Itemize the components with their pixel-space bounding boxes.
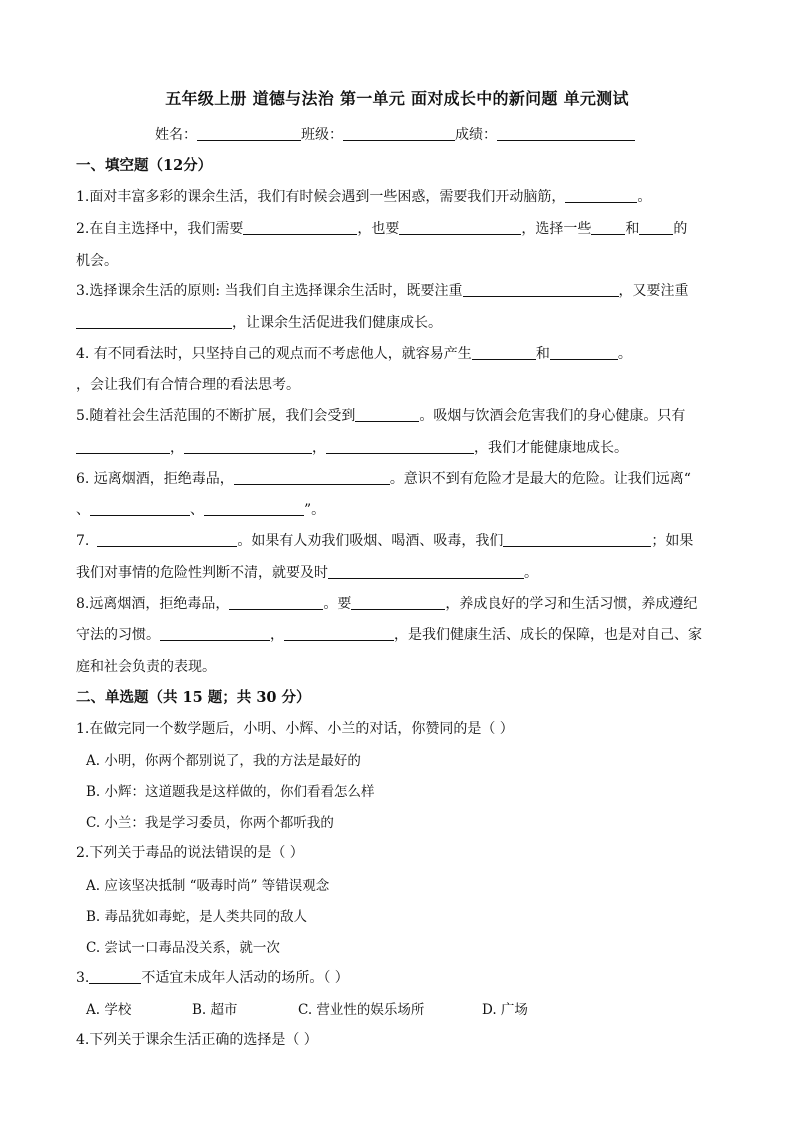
q5-text-b: 。吸烟与饮酒会危害我们的身心健康。只有 bbox=[419, 408, 686, 424]
mc-question-1: 1.在做完同一个数学题后，小明、小辉、小兰的对话，你赞同的是（ ） bbox=[76, 721, 514, 737]
q1-blank[interactable] bbox=[565, 188, 637, 203]
q8-text-f: ，是我们健康生活、成长的保障，也是对自己、家 bbox=[394, 627, 702, 643]
q6-blank-1[interactable] bbox=[234, 470, 390, 485]
q4-text-c: 。 bbox=[617, 346, 632, 362]
q3-blank-2[interactable] bbox=[76, 314, 232, 329]
q5-blank-1[interactable] bbox=[355, 407, 419, 422]
mc3-number: 3. bbox=[76, 970, 90, 986]
question-8-cont bbox=[76, 624, 736, 644]
mc1-option-b[interactable]: B. 小辉：这道题我是这样做的，你们看看怎么样 bbox=[86, 784, 375, 800]
q6-text-d: 、 bbox=[190, 502, 204, 518]
question-5 bbox=[76, 405, 736, 425]
question-7 bbox=[76, 530, 736, 550]
q4-blank-1[interactable] bbox=[472, 345, 536, 360]
q7-text-d: 我们对事情的危险性判断不清，就要及时 bbox=[76, 565, 328, 581]
question-2 bbox=[76, 218, 736, 238]
mc3-options-row bbox=[86, 998, 562, 1018]
q2-blank-4[interactable] bbox=[639, 220, 673, 235]
mc2-option-b[interactable]: B. 毒品犹如毒蛇，是人类共同的敌人 bbox=[86, 909, 308, 925]
q8-text-b: 。要 bbox=[323, 596, 352, 612]
question-4-cont: ，会让我们有合情合理的看法思考。 bbox=[76, 377, 300, 393]
q8-blank-4[interactable] bbox=[284, 626, 394, 641]
q2-blank-2[interactable] bbox=[399, 220, 521, 235]
mc-question-4: 4.下列关于课余生活正确的选择是（ ） bbox=[76, 1032, 318, 1048]
question-7-cont bbox=[76, 562, 736, 582]
q5-blank-2[interactable] bbox=[76, 439, 170, 454]
q8-text-e: ， bbox=[270, 627, 284, 643]
question-1 bbox=[76, 186, 736, 206]
mc2-option-a[interactable]: A. 应该坚决抵制 “吸毒时尚” 等错误观念 bbox=[86, 878, 330, 894]
q7-text-a: 7. bbox=[76, 533, 90, 549]
q7-blank-1[interactable] bbox=[97, 532, 237, 547]
q4-blank-2[interactable] bbox=[550, 345, 618, 360]
q1-end: 。 bbox=[637, 189, 652, 205]
q5-text-d: ， bbox=[312, 440, 326, 456]
class-label: 班级： bbox=[301, 127, 343, 143]
q2-text-c: ，选择一些 bbox=[521, 221, 592, 237]
question-8 bbox=[76, 593, 736, 613]
q4-text-b: 和 bbox=[535, 346, 550, 362]
q8-blank-2[interactable] bbox=[351, 595, 445, 610]
q5-blank-3[interactable] bbox=[184, 439, 312, 454]
q5-text-a: 5.随着社会生活范围的不断扩展，我们会受到 bbox=[76, 408, 356, 424]
q2-text-b: ，也要 bbox=[357, 221, 400, 237]
q8-blank-3[interactable] bbox=[160, 626, 270, 641]
q4-text-a: 4. 有不同看法时，只坚持自己的观点而不考虑他人，就容易产生 bbox=[76, 346, 472, 362]
q7-text-c: ；如果 bbox=[651, 533, 694, 549]
mc-question-2: 2.下列关于毒品的说法错误的是（ ） bbox=[76, 845, 304, 861]
mc3-text: 不适宜未成年人活动的场所。（ ） bbox=[141, 970, 349, 986]
q6-text-b: 。意识不到有危险才是最大的危险。让我们远离“ bbox=[389, 471, 691, 487]
q7-blank-3[interactable] bbox=[328, 564, 524, 579]
q2-text-a: 2.在自主选择中，我们需要 bbox=[76, 221, 244, 237]
q6-text-e: ”。 bbox=[304, 502, 326, 518]
q8-text-a: 8.远离烟酒，拒绝毒品， bbox=[76, 596, 230, 612]
score-blank[interactable] bbox=[497, 126, 635, 141]
q6-blank-3[interactable] bbox=[204, 501, 304, 516]
q8-text-d: 守法的习惯。 bbox=[76, 627, 160, 643]
q7-blank-2[interactable] bbox=[503, 532, 651, 547]
q3-text-a: 3.选择课余生活的原则: 当我们自主选择课余生活时，既要注重 bbox=[76, 283, 463, 299]
student-info-line bbox=[155, 124, 635, 144]
section-fill-in-heading: 一、填空题（12分） bbox=[76, 157, 213, 174]
mc3-option-d[interactable]: D. 广场 bbox=[482, 1002, 528, 1018]
question-6 bbox=[76, 468, 736, 488]
q5-blank-4[interactable] bbox=[326, 439, 474, 454]
q2-text-d: 和 bbox=[625, 221, 640, 237]
question-4 bbox=[76, 343, 736, 363]
question-5-cont bbox=[76, 437, 736, 457]
mc1-option-c[interactable]: C. 小兰：我是学习委员，你两个都听我的 bbox=[86, 815, 334, 831]
section-multiple-choice-heading: 二、单选题（共 15 题；共 30 分） bbox=[76, 689, 311, 706]
question-6-cont bbox=[76, 499, 736, 519]
score-label: 成绩： bbox=[455, 127, 497, 143]
mc-question-3 bbox=[76, 967, 736, 987]
question-2-cont: 机会。 bbox=[76, 253, 118, 269]
q6-blank-2[interactable] bbox=[90, 501, 190, 516]
q3-text-c: ，让课余生活促进我们健康成长。 bbox=[232, 315, 442, 331]
name-blank[interactable] bbox=[197, 126, 301, 141]
question-3-cont bbox=[76, 312, 736, 332]
mc3-option-b[interactable]: B. 超市 bbox=[192, 1002, 238, 1018]
q2-text-e: 的 bbox=[673, 221, 688, 237]
q1-text: 1.面对丰富多彩的课余生活，我们有时候会遇到一些困惑，需要我们开动脑筋， bbox=[76, 189, 566, 205]
mc2-option-c[interactable]: C. 尝试一口毒品没关系，就一次 bbox=[86, 940, 280, 956]
q7-text-e: 。 bbox=[524, 565, 538, 581]
q3-text-b: ，又要注重 bbox=[618, 283, 689, 299]
question-8-end: 庭和社会负责的表现。 bbox=[76, 659, 216, 675]
q3-blank-1[interactable] bbox=[463, 282, 619, 297]
mc3-option-a[interactable]: A. 学校 bbox=[86, 1002, 132, 1018]
exam-title: 五年级上册 道德与法治 第一单元 面对成长中的新问题 单元测试 bbox=[165, 89, 629, 108]
q6-text-c: 、 bbox=[76, 502, 90, 518]
q7-text-b: 。如果有人劝我们吸烟、喝酒、吸毒，我们 bbox=[237, 533, 504, 549]
mc3-option-c[interactable]: C. 营业性的娱乐场所 bbox=[298, 1002, 425, 1018]
q5-text-e: ，我们才能健康地成长。 bbox=[474, 440, 628, 456]
q6-text-a: 6. 远离烟酒，拒绝毒品， bbox=[76, 471, 234, 487]
mc1-option-a[interactable]: A. 小明，你两个都别说了，我的方法是最好的 bbox=[86, 753, 361, 769]
q8-blank-1[interactable] bbox=[229, 595, 323, 610]
q2-blank-3[interactable] bbox=[591, 220, 625, 235]
q5-text-c: ， bbox=[170, 440, 184, 456]
mc3-blank[interactable] bbox=[89, 969, 141, 984]
q2-blank-1[interactable] bbox=[243, 220, 357, 235]
question-3 bbox=[76, 280, 736, 300]
class-blank[interactable] bbox=[343, 126, 455, 141]
name-label: 姓名： bbox=[155, 127, 197, 143]
q8-text-c: ，养成良好的学习和生活习惯，养成遵纪 bbox=[445, 596, 698, 612]
